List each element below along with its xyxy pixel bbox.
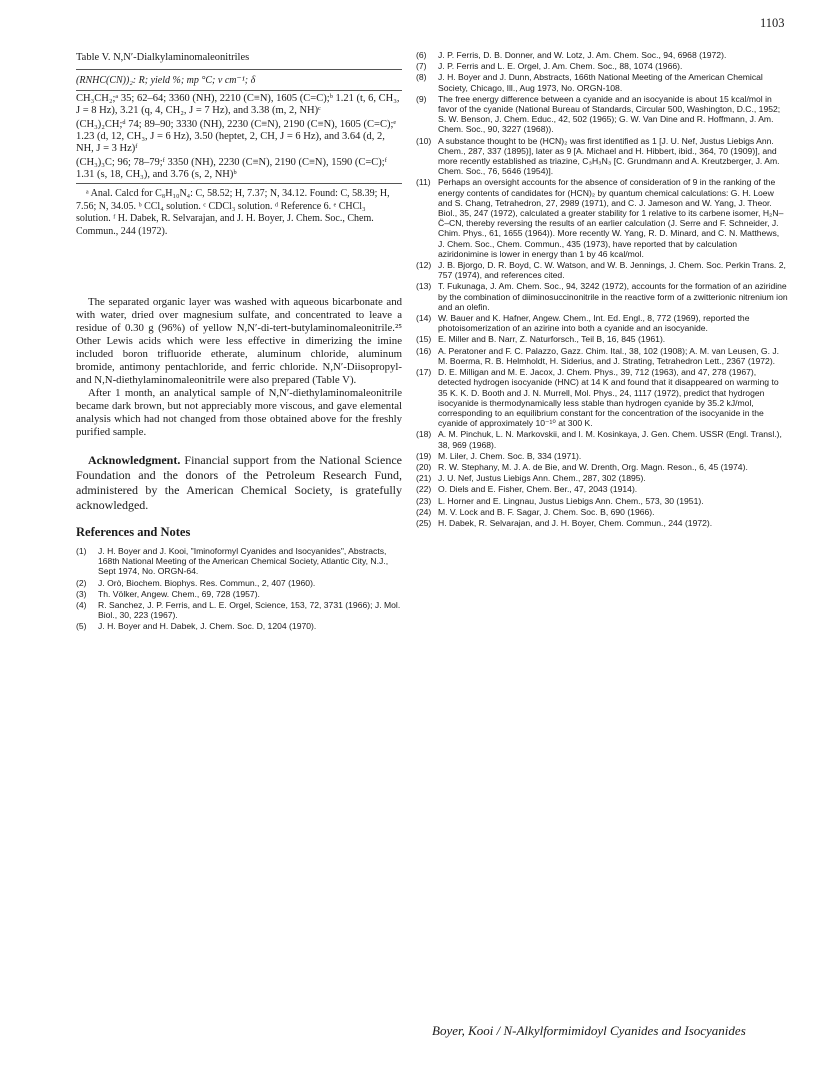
reference-number: (16) [416,345,432,356]
body-paragraph: After 1 month, an analytical sample of N,N′-diethylaminomaleonitrile became dark brown, but not appreciably more viscous, and gave elemental analysis which had not changed from those obtained above for the freshly purified sample. [76,387,402,438]
reference-item [416,136,788,177]
reference-text: The free energy difference between a cyanide and an isocyanide is about 15 kcal/mol in favor of the cyanide (National Bureau of Standards, Circular 500, Washington, D.C., 1952; S. W. Benson, J. Chem. Educ., 42, 502 (1965); G. W. Van Dine and R. Hoffmann, J. Am. Chem. Soc., 90, 3227 (1968)). [438,93,781,135]
reference-item [416,281,788,312]
reference-text: J. H. Boyer and J. Dunn, Abstracts, 166th National Meeting of the American Chemical Society, Chicago, Ill., Aug 1973, No. ORGN-108. [438,72,763,93]
reference-item [416,462,788,472]
table-title: Table V. N,N′-Dialkylaminomaleonitriles [76,52,250,63]
reference-text: J. U. Nef, Justus Liebigs Ann. Chem., 287, 302 (1895). [438,473,646,484]
table-rule-top [76,69,402,70]
reference-item [416,451,788,461]
reference-number: (13) [416,281,432,292]
left-column [76,52,402,633]
reference-text: W. Bauer and K. Hafner, Angew. Chem., Int. Ed. Engl., 8, 772 (1969), reported the photoisomerization of an azirine into both a cyanide and an isocyanide. [438,313,750,334]
reference-number: (21) [416,473,432,484]
reference-item [416,518,788,528]
reference-text: A. M. Pinchuk, L. N. Markovskii, and I. M. Kosinkaya, J. Gen. Chem. USSR (Engl. Transl.), 38, 969 (1968). [438,429,782,450]
reference-number: (19) [416,450,432,461]
reference-item [76,589,402,599]
reference-text: D. E. Milligan and M. E. Jacox, J. Chem. Phys., 39, 712 (1963), and 47, 278 (1967), detected hydrogen isocyanide (HNC) at 14 K and found that it disappeared on warming to 35 K. K. D. Booth and J. N. Murrell, Mol. Phys., 24, 1117 (1972), predict that hydrogen isocyanide is thermodynamically less stable than hydrogen cyanide by 35.2 kJ/mol, corresponding to an equilibrium constant for the concentration of the isocyanide in the cyanide of approximately 10⁻¹⁰ at 300 K. [438,367,779,429]
reference-item [416,346,788,366]
reference-number: (15) [416,334,432,345]
reference-item [76,578,402,588]
reference-item [416,61,788,71]
reference-item [416,367,788,428]
references-list-left [76,546,402,632]
reference-item [76,621,402,631]
table-header: (RNHC(CN))₂: R; yield %; mp °C; ν cm⁻¹; δ [76,75,256,86]
table-rule-bottom [76,183,402,184]
reference-number: (8) [416,72,427,83]
reference-text: J. P. Ferris and L. E. Orgel, J. Am. Chem. Soc., 88, 1074 (1966). [438,61,683,72]
body-paragraph: The separated organic layer was washed with aqueous bicarbonate and with water, dried over magnesium sulfate, and concentrated to leave a residue of 0.30 g (96%) of yellow N,N′-di-tert-butylaminomaleonitrile.²⁵ Other Lewis acids which were less effective in dimerizing the imine included boron trifluoride etherate, aluminum chloride, aluminum bromide, antimony pentachloride, and ferric chloride. N,N′-Diisopropyl- and N,N-diethylaminomaleonitrile were also prepared (Table V). [76,296,402,386]
table-row: CH₃CH₂;ᵃ 35; 62–64; 3360 (NH), 2210 (C≡N), 1605 (C=C);ᵇ 1.21 (t, 6, CH₃, J = 8 Hz), 3.21 (q, 4, CH₂, J = 7 Hz), and 3.38 (m, 2, NH)ᶜ [76,93,400,116]
reference-item [416,496,788,506]
reference-item [416,334,788,344]
reference-number: (11) [416,177,431,188]
reference-text: J. P. Ferris, D. B. Donner, and W. Lotz, J. Am. Chem. Soc., 94, 6968 (1972). [438,50,727,60]
table-row: (CH₃)₃C; 96; 78–79;ᶠ 3350 (NH), 2230 (C≡N), 2190 (C≡N), 1590 (C=C);ᶠ 1.31 (s, 18, CH₃), and 3.76 (s, 2, NH)ᵇ [76,157,387,180]
reference-text: O. Diels and E. Fisher, Chem. Ber., 47, 2043 (1914). [438,484,638,495]
reference-item [416,429,788,449]
references-list-right [416,50,788,528]
reference-number: (6) [416,50,427,60]
page-number: 1103 [760,16,785,30]
reference-number: (14) [416,313,432,324]
reference-text: E. Miller and B. Narr, Z. Naturforsch., Teil B, 16, 845 (1961). [438,334,666,345]
acknowledgment-text: Financial support from the National Science Foundation and the donors of the Petroleum Research Fund, administered by the American Chemical Society, is gratefully acknowledged. [76,453,402,512]
reference-text: R. Sanchez, J. P. Ferris, and L. E. Orgel, Science, 153, 72, 3731 (1966); J. Mol. Biol., 30, 223 (1967). [98,600,401,621]
reference-number: (23) [416,495,432,506]
reference-number: (10) [416,135,432,146]
reference-number: (12) [416,260,432,271]
reference-item [416,507,788,517]
reference-number: (1) [76,546,87,556]
reference-text: M. V. Lock and B. F. Sagar, J. Chem. Soc. B, 690 (1966). [438,506,655,517]
reference-text: J. Orò, Biochem. Biophys. Res. Commun., 2, 407 (1960). [98,577,316,588]
table-row: (CH₃)₂CH;ᵈ 74; 89–90; 3330 (NH), 2230 (C≡N), 2190 (C≡N), 1605 (C=C);ᵉ 1.23 (d, 12, CH₃, J = 6 Hz), 3.50 (heptet, 2, CH, J = 6 Hz), and 3.64 (d, 2, NH, J = 3 Hz)ᶠ [76,119,397,154]
reference-item [416,473,788,483]
reference-number: (7) [416,61,427,72]
table-rule-mid [76,90,402,91]
reference-number: (25) [416,517,432,528]
reference-number: (24) [416,506,432,517]
reference-text: J. B. Bjorgo, D. R. Boyd, C. W. Watson, and W. B. Jennings, J. Chem. Soc. Perkin Trans. 2, 757 (1974), and references cited. [438,260,786,281]
reference-number: (9) [416,93,427,104]
reference-number: (20) [416,461,432,472]
reference-item [416,72,788,92]
reference-item [416,313,788,333]
reference-item [416,484,788,494]
reference-text: T. Fukunaga, J. Am. Chem. Soc., 94, 3242 (1972), accounts for the formation of an aziridine by the combination of diiminosuccinonitrile in the reactive form of a zwitterionic nitrenium ion and an olefin. [438,281,788,312]
reference-item [76,546,402,577]
reference-item [416,50,788,60]
reference-text: A. Peratoner and F. C. Palazzo, Gazz. Chim. Ital., 38, 102 (1908); A. M. van Leusen, G. J. M. Boerma, R. B. Helmholdt, H. Siderius, and J. Strating, Tetrahedron Lett., 2367 (1972). [438,345,780,366]
reference-item [416,260,788,280]
reference-text: J. H. Boyer and H. Dabek, J. Chem. Soc. D, 1204 (1970). [98,621,317,632]
reference-number: (3) [76,588,87,599]
reference-text: J. H. Boyer and J. Kooi, "Iminoformyl Cyanides and Isocyanides", Abstracts, 168th National Meeting of the American Chemical Society, Atlantic City, N.J., Sept 1974, No. ORGN-64. [98,546,389,577]
running-footer: Boyer, Kooi / N-Alkylformimidoyl Cyanides and Isocyanides [432,1023,746,1038]
reference-item [416,94,788,135]
reference-item [76,600,402,620]
reference-number: (18) [416,429,432,440]
reference-number: (2) [76,577,87,588]
reference-text: L. Horner and E. Lingnau, Justus Liebigs Ann. Chem., 573, 30 (1951). [438,495,704,506]
reference-number: (4) [76,600,87,611]
references-heading: References and Notes [76,525,191,539]
reference-text: A substance thought to be (HCN)₂ was first identified as 1 [J. U. Nef, Justus Liebigs Ann. Chem., 287, 337 (1895)], later as 9 [A. Michael and H. Hibbert, ibid., 364, 70 (1909)], and more recently established as triazine, C₃H₃N₃ [C. Grundmann and A. Kreutzberger, J. Am. Chem. Soc., 76, 5646 (1954)]. [438,135,780,177]
reference-text: H. Dabek, R. Selvarajan, and J. H. Boyer, Chem. Commun., 244 (1972). [438,517,713,528]
reference-number: (5) [76,621,87,632]
right-column [416,50,788,529]
acknowledgment-heading: Acknowledgment. [88,453,181,467]
reference-text: M. Liler, J. Chem. Soc. B, 334 (1971). [438,450,582,461]
reference-item [416,177,788,259]
reference-number: (22) [416,484,432,495]
reference-text: Th. Völker, Angew. Chem., 69, 728 (1957). [98,588,260,599]
reference-text: R. W. Stephany, M. J. A. de Bie, and W. Drenth, Org. Magn. Reson., 6, 45 (1974). [438,461,748,472]
reference-text: Perhaps an oversight accounts for the absence of consideration of 9 in the ranking of the energy contents of candidates for (HCN)₂ by quantum chemical calculations: G. H. Loew and S. Chang, Tetrahedron, 27, 2989 (1971), and C. J. Jameson and W. Yang, J. Theor. Biol., 35, 247 (1972), calculated a greater stability for 1 relative to its carbene isomer, H₂N–C̈–CN, thereby reversing the results of an earlier calculation (J. Serre and F. Schneider, J. Chim. Phys., 61, 1655 (1964)). More recently W. Yang, R. D. Minard, and C. N. Matthews, J. Chem. Soc., Chem. Commun., 435 (1973), have reported that by calculation aziridonimine is lower in energy than 1 by 46 kcal/mol. [438,177,784,259]
table-footnotes: ᵃ Anal. Calcd for C₈H₁₀N₄: C, 58.52; H, 7.37; N, 34.12. Found: C, 58.39; H, 7.56; N, 34.05. ᵇ CCl₄ solution. ᶜ CDCl₃ solution. ᵈ Reference 6. ᵉ CHCl₃ solution. ᶠ H. Dabek, R. Selvarajan, and J. H. Boyer, J. Chem. Soc., Chem. Commun., 244 (1972). [76,188,390,237]
acknowledgment [76,453,402,513]
reference-number: (17) [416,367,432,378]
